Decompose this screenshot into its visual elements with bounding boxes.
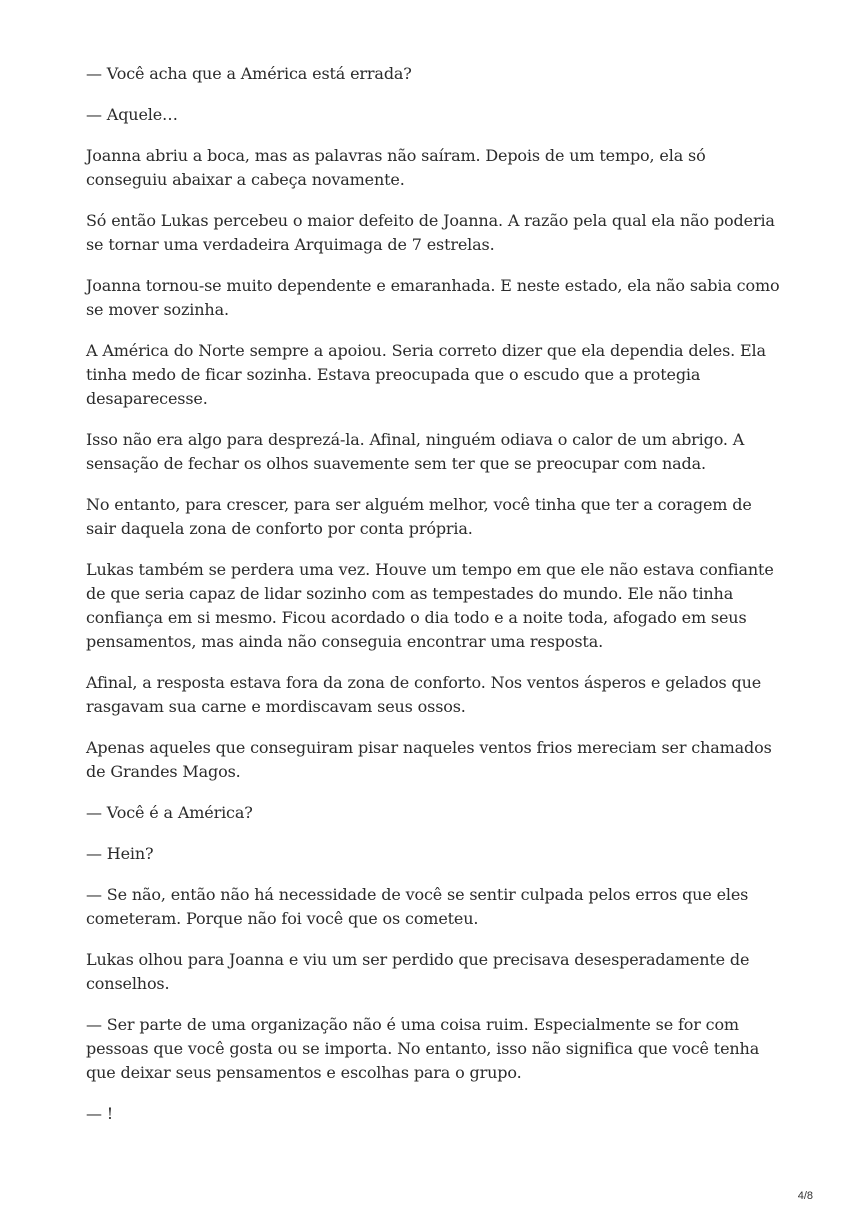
paragraph: Lukas também se perdera uma vez. Houve um tempo em que ele não estava confiante de que seria capaz de lidar sozinho com as tempestades do mundo. Ele não tinha confiança em si mesmo. Ficou acordado o dia todo e a noite toda, afogado em seus pensamentos, mas ainda não conseguia encontrar uma resposta. [86,560,774,651]
paragraph: — Você acha que a América está errada? [86,64,412,83]
paragraph: — Ser parte de uma organização não é uma coisa ruim. Especialmente se for com pessoas que você gosta ou se importa. No entanto, isso não significa que você tenha que deixar seus pensamentos e escolhas para o grupo. [86,1015,760,1082]
paragraph: Só então Lukas percebeu o maior defeito de Joanna. A razão pela qual ela não poderia se tornar uma verdadeira Arquimaga de 7 estrelas. [86,211,775,254]
paragraph: Apenas aqueles que conseguiram pisar naqueles ventos frios mereciam ser chamados de Grandes Magos. [86,738,772,781]
page-number: 4/8 [797,1190,813,1202]
paragraph: — Se não, então não há necessidade de você se sentir culpada pelos erros que eles cometeram. Porque não foi você que os cometeu. [86,885,749,928]
paragraph: No entanto, para crescer, para ser alguém melhor, você tinha que ter a coragem de sair daquela zona de conforto por conta própria. [86,495,752,538]
paragraph: Joanna tornou-se muito dependente e emaranhada. E neste estado, ela não sabia como se mover sozinha. [86,276,780,319]
document-body [86,62,786,1143]
paragraph: Joanna abriu a boca, mas as palavras não saíram. Depois de um tempo, ela só conseguiu abaixar a cabeça novamente. [86,146,706,189]
paragraph: — Aquele… [86,105,178,124]
paragraph: — ! [86,1104,114,1123]
paragraph: — Você é a América? [86,803,253,822]
paragraph: Lukas olhou para Joanna e viu um ser perdido que precisava desesperadamente de conselhos. [86,950,750,993]
paragraph: Isso não era algo para desprezá-la. Afinal, ninguém odiava o calor de um abrigo. A sensação de fechar os olhos suavemente sem ter que se preocupar com nada. [86,430,745,473]
paragraph: — Hein? [86,844,154,863]
paragraph: Afinal, a resposta estava fora da zona de conforto. Nos ventos ásperos e gelados que rasgavam sua carne e mordiscavam seus ossos. [86,673,762,716]
paragraph: A América do Norte sempre a apoiou. Seria correto dizer que ela dependia deles. Ela tinha medo de ficar sozinha. Estava preocupada que o escudo que a protegia desaparecesse. [86,341,766,408]
